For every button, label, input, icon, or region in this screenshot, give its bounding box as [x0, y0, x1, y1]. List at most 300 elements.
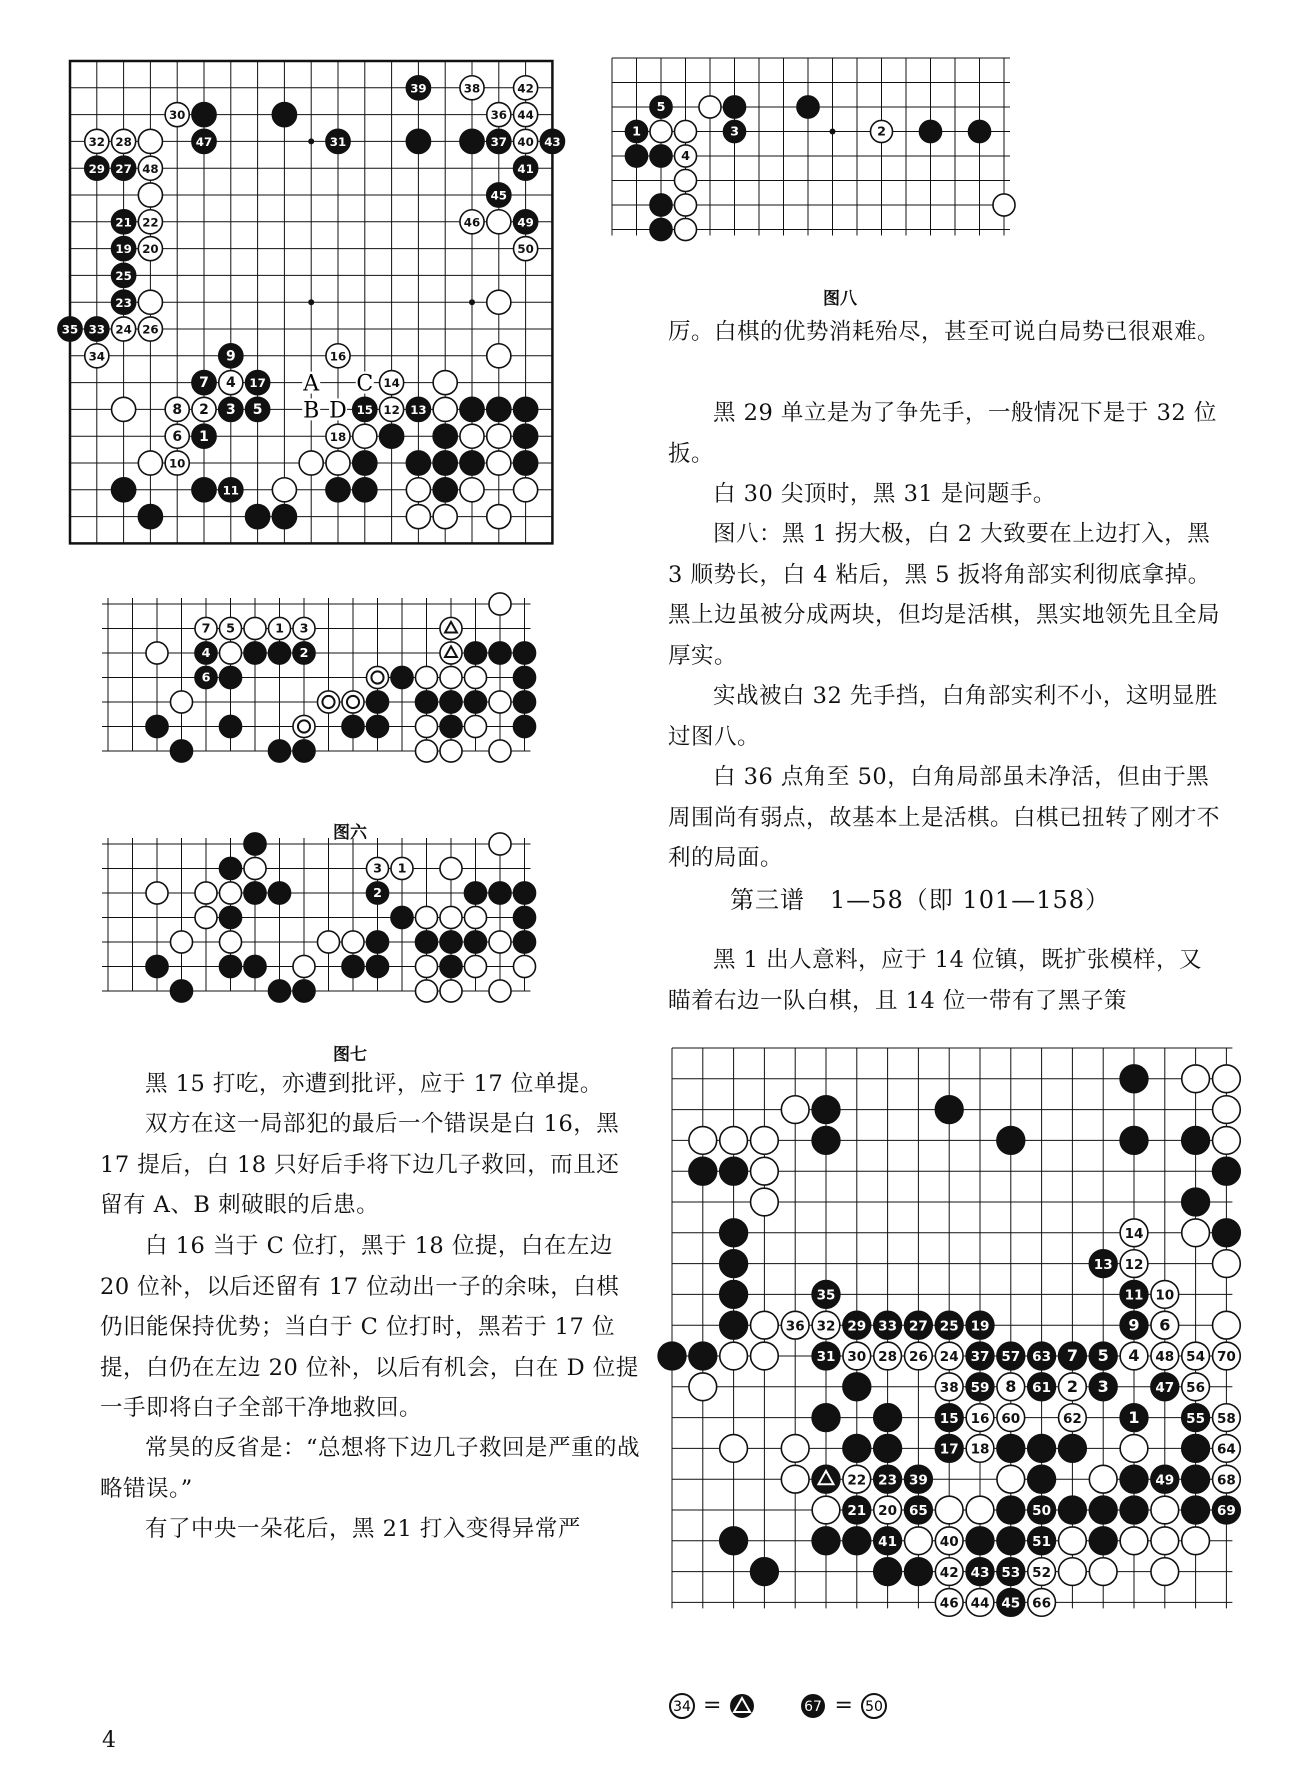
black-stone: [440, 955, 462, 977]
black-stone: [192, 129, 216, 153]
svg-text:6: 6: [1159, 1315, 1171, 1335]
svg-text:13: 13: [410, 402, 427, 417]
white-stone: [935, 1527, 963, 1555]
svg-text:4: 4: [681, 149, 690, 165]
white-stone: [112, 129, 136, 153]
svg-text:50: 50: [517, 242, 534, 257]
black-stone: [874, 1558, 902, 1586]
svg-text:42: 42: [517, 81, 534, 96]
svg-text:43: 43: [544, 134, 561, 149]
black-stone: [342, 715, 364, 737]
white-stone: [487, 424, 511, 448]
black-stone: [935, 1435, 963, 1463]
svg-text:38: 38: [939, 1380, 959, 1397]
white-stone: [460, 76, 484, 100]
white-stone: [460, 210, 484, 234]
white-stone: [293, 715, 315, 737]
legend-a: 34 =: [668, 1693, 763, 1718]
black-stone: [843, 1311, 871, 1339]
black-stone: [1028, 1465, 1056, 1493]
white-stone: [440, 857, 462, 879]
svg-text:3: 3: [730, 124, 739, 140]
white-stone: [514, 76, 538, 100]
svg-text:36: 36: [490, 108, 508, 123]
black-stone: [1059, 1496, 1087, 1524]
svg-text:33: 33: [88, 322, 106, 337]
black-stone: [905, 1465, 933, 1493]
black-stone: [513, 882, 535, 904]
white-stone: [112, 317, 136, 341]
black-stone: [487, 397, 511, 421]
white-stone: [293, 955, 315, 977]
paragraph: 白 36 点角至 50，白角局部虽未净活，但由于黑周围尚有弱点，故基本上是活棋。白棋已扭转了刚才不利的局面。: [668, 764, 1221, 871]
white-stone: [1028, 1589, 1056, 1617]
svg-text:4: 4: [1128, 1346, 1140, 1366]
white-stone: [1151, 1496, 1179, 1524]
svg-text:48: 48: [1155, 1349, 1175, 1366]
black-stone: [219, 955, 241, 977]
black-stone: [112, 478, 136, 502]
black-stone: [1213, 1496, 1241, 1524]
svg-text:1: 1: [1128, 1407, 1140, 1427]
svg-text:26: 26: [142, 322, 159, 337]
white-stone: [293, 617, 315, 639]
white-stone: [751, 1311, 779, 1339]
black-stone: [246, 371, 270, 395]
black-stone: [812, 1281, 840, 1309]
svg-text:11: 11: [1124, 1287, 1144, 1304]
svg-text:2: 2: [199, 401, 209, 418]
white-stone: [317, 691, 339, 713]
black-stone: [464, 642, 486, 664]
white-stone: [1213, 1250, 1241, 1278]
white-stone: [170, 691, 192, 713]
black-stone: [391, 906, 413, 928]
go-board-score3: [660, 1040, 1260, 1660]
svg-text:41: 41: [517, 161, 534, 176]
black-stone: [192, 371, 216, 395]
svg-text:34: 34: [88, 349, 106, 364]
white-stone: [935, 1373, 963, 1401]
svg-text:64: 64: [1216, 1441, 1236, 1458]
white-stone: [138, 156, 162, 180]
white-stone: [1213, 1404, 1241, 1432]
svg-text:2: 2: [299, 646, 309, 662]
svg-text:69: 69: [1216, 1503, 1236, 1520]
svg-text:29: 29: [88, 161, 106, 176]
white-stone: [1182, 1065, 1210, 1093]
black-stone: [112, 237, 136, 261]
white-stone: [812, 1311, 840, 1339]
svg-text:29: 29: [847, 1318, 867, 1335]
black-stone: [513, 715, 535, 737]
white-stone: [487, 344, 511, 368]
black-stone-icon: [799, 1692, 827, 1720]
svg-text:18: 18: [970, 1441, 990, 1458]
svg-text:47: 47: [1155, 1380, 1175, 1397]
black-stone: [244, 642, 266, 664]
black-stone: [720, 1219, 748, 1247]
svg-text:20: 20: [878, 1503, 898, 1520]
svg-text:17: 17: [249, 376, 266, 391]
black-stone: [720, 1311, 748, 1339]
black-stone: [720, 1157, 748, 1185]
white-stone: [812, 1496, 840, 1524]
white-stone: [1059, 1404, 1087, 1432]
svg-text:32: 32: [88, 134, 106, 149]
svg-text:27: 27: [115, 161, 132, 176]
svg-text:6: 6: [172, 428, 183, 445]
white-stone: [514, 478, 538, 502]
black-stone: [272, 103, 296, 127]
black-stone: [244, 955, 266, 977]
svg-text:1: 1: [397, 861, 407, 877]
black-stone: [1182, 1435, 1210, 1463]
svg-text:31: 31: [816, 1349, 836, 1366]
svg-text:48: 48: [142, 161, 159, 176]
svg-text:42: 42: [939, 1564, 959, 1581]
white-stone: [415, 666, 437, 688]
black-stone: [514, 156, 538, 180]
black-stone: [406, 397, 430, 421]
svg-text:14: 14: [383, 376, 400, 391]
svg-text:47: 47: [195, 134, 213, 149]
black-stone: [1120, 1465, 1148, 1493]
black-stone: [1089, 1373, 1117, 1401]
svg-text:63: 63: [1032, 1349, 1052, 1366]
black-stone: [219, 344, 243, 368]
black-stone: [797, 96, 819, 118]
black-stone: [268, 642, 290, 664]
white-stone: [112, 397, 136, 421]
svg-text:51: 51: [1032, 1534, 1052, 1551]
svg-text:24: 24: [939, 1349, 959, 1366]
black-stone: [440, 715, 462, 737]
black-stone: [966, 1373, 994, 1401]
white-stone: [489, 833, 511, 855]
svg-text:23: 23: [115, 295, 132, 310]
black-stone: [326, 129, 350, 153]
svg-text:12: 12: [383, 402, 400, 417]
svg-text:27: 27: [908, 1318, 928, 1335]
white-stone: [1120, 1219, 1148, 1247]
svg-text:5: 5: [656, 100, 666, 116]
svg-text:19: 19: [970, 1318, 990, 1335]
black-stone: [874, 1311, 902, 1339]
paragraph: 图八：黑 1 拐大极，白 2 大致要在上边打入，黑 3 顺势长，白 4 粘后，黑 5 扳将角部实利彻底拿掉。黑上边虽被分成两块，但均是活棋，黑实地领先且全局厚实。: [668, 521, 1221, 669]
fig8-caption: 图八: [823, 289, 857, 309]
black-stone: [874, 1527, 902, 1555]
paragraph: 黑 29 单立是为了争先手，一般情况下是于 32 位扳。: [668, 400, 1217, 467]
black-stone: [1120, 1496, 1148, 1524]
svg-text:30: 30: [168, 108, 186, 123]
black-stone: [650, 218, 672, 240]
white-stone: [489, 931, 511, 953]
white-stone: [406, 505, 430, 529]
black-stone: [415, 691, 437, 713]
svg-text:3: 3: [299, 621, 309, 637]
black-stone: [246, 505, 270, 529]
black-stone: [487, 129, 511, 153]
black-stone: [874, 1435, 902, 1463]
black-stone: [650, 96, 672, 118]
black-stone: [138, 505, 162, 529]
black-stone: [293, 642, 315, 664]
white-stone: [1213, 1342, 1241, 1370]
black-stone: [1089, 1496, 1117, 1524]
white-stone: [380, 397, 404, 421]
svg-text:44: 44: [517, 108, 534, 123]
black-stone: [812, 1342, 840, 1370]
white-stone: [1059, 1558, 1087, 1586]
black-stone: [1120, 1311, 1148, 1339]
svg-text:1: 1: [275, 621, 284, 637]
black-stone: [689, 1342, 717, 1370]
white-stone: [781, 1465, 809, 1493]
white-stone: [1213, 1127, 1241, 1155]
black-stone: [170, 740, 192, 762]
black-stone: [843, 1373, 871, 1401]
black-stone: [935, 1096, 963, 1124]
white-stone: [1120, 1342, 1148, 1370]
svg-text:19: 19: [115, 242, 132, 257]
black-stone: [514, 424, 538, 448]
white-stone: [433, 371, 457, 395]
board-letter-label: C: [356, 371, 374, 397]
white-stone: [195, 906, 217, 928]
black-stone: [1028, 1496, 1056, 1524]
black-stone: [146, 955, 168, 977]
black-stone: [192, 478, 216, 502]
svg-text:38: 38: [463, 81, 481, 96]
white-stone: [366, 857, 388, 879]
svg-text:46: 46: [939, 1595, 959, 1612]
black-stone: [997, 1527, 1025, 1555]
white-stone: [514, 237, 538, 261]
white-stone: [689, 1373, 717, 1401]
black-stone: [464, 691, 486, 713]
black-stone: [112, 263, 136, 287]
svg-text:32: 32: [816, 1318, 836, 1335]
svg-text:20: 20: [142, 242, 159, 257]
svg-text:9: 9: [225, 348, 236, 365]
black-stone: [843, 1527, 871, 1555]
black-stone: [751, 1558, 779, 1586]
svg-text:46: 46: [463, 215, 481, 230]
white-stone: [219, 882, 241, 904]
white-stone: [1182, 1373, 1210, 1401]
black-stone: [513, 906, 535, 928]
board-letter-label: D: [329, 398, 347, 424]
white-stone: [440, 617, 462, 639]
black-stone: [244, 833, 266, 855]
black-stone: [812, 1096, 840, 1124]
black-stone: [540, 129, 564, 153]
white-stone: [138, 183, 162, 207]
black-stone: [406, 76, 430, 100]
svg-text:2: 2: [1066, 1377, 1078, 1397]
svg-text:9: 9: [1128, 1315, 1140, 1335]
svg-text:23: 23: [878, 1472, 898, 1489]
black-stone: [219, 478, 243, 502]
white-stone: [415, 740, 437, 762]
white-stone: [85, 344, 109, 368]
white-stone: [487, 451, 511, 475]
black-stone: [415, 931, 437, 953]
white-stone: [1059, 1527, 1087, 1555]
white-stone: [146, 882, 168, 904]
black-stone: [195, 642, 217, 664]
black-stone: [1182, 1496, 1210, 1524]
black-stone: [1182, 1404, 1210, 1432]
white-stone: [489, 691, 511, 713]
svg-text:35: 35: [61, 322, 79, 337]
white-stone: [326, 424, 350, 448]
svg-text:49: 49: [517, 215, 534, 230]
white-stone: [1120, 1435, 1148, 1463]
black-stone: [246, 397, 270, 421]
black-stone: [112, 156, 136, 180]
white-stone: [460, 478, 484, 502]
svg-text:34: 34: [673, 1699, 691, 1715]
black-stone: [1213, 1157, 1241, 1185]
black-stone: [366, 955, 388, 977]
white-stone: [272, 478, 296, 502]
black-stone: [1151, 1373, 1179, 1401]
black-stone: [406, 129, 430, 153]
svg-text:59: 59: [970, 1380, 990, 1397]
paragraph: 实战被白 32 先手挡，白角部实利不小，这明显胜过图八。: [668, 683, 1218, 750]
black-stone: [112, 290, 136, 314]
svg-text:7: 7: [201, 621, 211, 637]
black-stone: [905, 1496, 933, 1524]
paragraph: 黑 15 打吃，亦遭到批评，应于 17 位单提。: [145, 1071, 603, 1097]
black-stone: [966, 1527, 994, 1555]
white-stone: [489, 593, 511, 615]
white-stone: [1151, 1527, 1179, 1555]
black-stone: [440, 691, 462, 713]
white-stone: [138, 290, 162, 314]
white-stone: [514, 129, 538, 153]
svg-text:33: 33: [878, 1318, 898, 1335]
board-letter-label: B: [303, 398, 320, 424]
board-letter-label: A: [303, 371, 320, 397]
svg-text:37: 37: [970, 1349, 990, 1366]
white-stone: [165, 451, 189, 475]
white-stone: [935, 1342, 963, 1370]
black-stone: [968, 120, 990, 142]
svg-text:25: 25: [939, 1318, 959, 1335]
white-stone: [138, 237, 162, 261]
white-stone: [1151, 1311, 1179, 1339]
black-stone: [219, 857, 241, 879]
black-stone: [366, 931, 388, 953]
white-stone: [993, 194, 1015, 216]
black-stone: [1120, 1404, 1148, 1432]
white-stone: [1120, 1527, 1148, 1555]
black-stone: [380, 424, 404, 448]
black-stone: [366, 715, 388, 737]
white-stone: [244, 857, 266, 879]
svg-text:37: 37: [490, 134, 508, 149]
black-stone: [1182, 1465, 1210, 1493]
svg-text:52: 52: [1032, 1564, 1052, 1581]
white-stone: [440, 906, 462, 928]
white-stone: [650, 120, 672, 142]
svg-text:41: 41: [878, 1534, 898, 1551]
black-stone: [658, 1342, 686, 1370]
svg-text:50: 50: [1032, 1503, 1052, 1520]
go-board-fig8: [600, 50, 1070, 250]
black-stone: [843, 1496, 871, 1524]
svg-text:58: 58: [1216, 1410, 1236, 1427]
black-stone: [723, 96, 745, 118]
svg-text:28: 28: [878, 1349, 898, 1366]
white-stone: [674, 194, 696, 216]
black-stone: [812, 1527, 840, 1555]
svg-text:24: 24: [115, 322, 132, 337]
black-stone: [723, 120, 745, 142]
white-stone: [751, 1188, 779, 1216]
svg-text:2: 2: [877, 124, 886, 140]
white-stone: [342, 931, 364, 953]
white-stone: [433, 505, 457, 529]
white-stone: [317, 931, 339, 953]
svg-text:44: 44: [970, 1595, 990, 1612]
white-stone: [406, 478, 430, 502]
black-stone: [966, 1558, 994, 1586]
black-stone: [1028, 1342, 1056, 1370]
white-stone: [966, 1589, 994, 1617]
black-stone: [625, 120, 647, 142]
black-stone: [720, 1281, 748, 1309]
black-stone: [513, 691, 535, 713]
white-stone: [268, 617, 290, 639]
white-stone: [1213, 1311, 1241, 1339]
black-stone: [1120, 1127, 1148, 1155]
svg-text:7: 7: [1066, 1346, 1078, 1366]
paragraph: 厉。白棋的优势消耗殆尽，甚至可说白局势已很艰难。: [668, 319, 1221, 345]
svg-text:55: 55: [1186, 1410, 1206, 1427]
svg-text:35: 35: [816, 1287, 836, 1304]
svg-text:14: 14: [1124, 1226, 1144, 1243]
svg-text:28: 28: [115, 134, 132, 149]
black-stone: [513, 642, 535, 664]
svg-text:25: 25: [115, 268, 132, 283]
white-stone: [1213, 1435, 1241, 1463]
white-stone: [487, 290, 511, 314]
svg-text:6: 6: [201, 670, 211, 686]
black-stone: [1028, 1435, 1056, 1463]
white-stone: [366, 666, 388, 688]
white-stone: [935, 1496, 963, 1524]
svg-text:3: 3: [1097, 1377, 1109, 1397]
svg-text:22: 22: [847, 1472, 867, 1489]
triangle-marked-black-stone-icon: [728, 1692, 756, 1720]
white-stone: [1089, 1558, 1117, 1586]
white-stone: [85, 129, 109, 153]
white-stone: [464, 906, 486, 928]
white-stone: [905, 1527, 933, 1555]
white-stone: [464, 955, 486, 977]
black-stone: [112, 210, 136, 234]
black-stone: [353, 478, 377, 502]
white-stone: [1213, 1465, 1241, 1493]
black-stone: [812, 1465, 840, 1493]
black-stone: [689, 1157, 717, 1185]
black-stone: [58, 317, 82, 341]
paragraph: 白 16 当于 C 位打，黑于 18 位提，白在左边 20 位补，以后还留有 17 位动出一子的余味，白棋仍旧能保持优势；当白于 C 位打时，黑若于 17 位提，白仍在左边 20 位补，以后有机会，白在 D 位提一手即将白子全部干净地救回。: [100, 1233, 639, 1421]
